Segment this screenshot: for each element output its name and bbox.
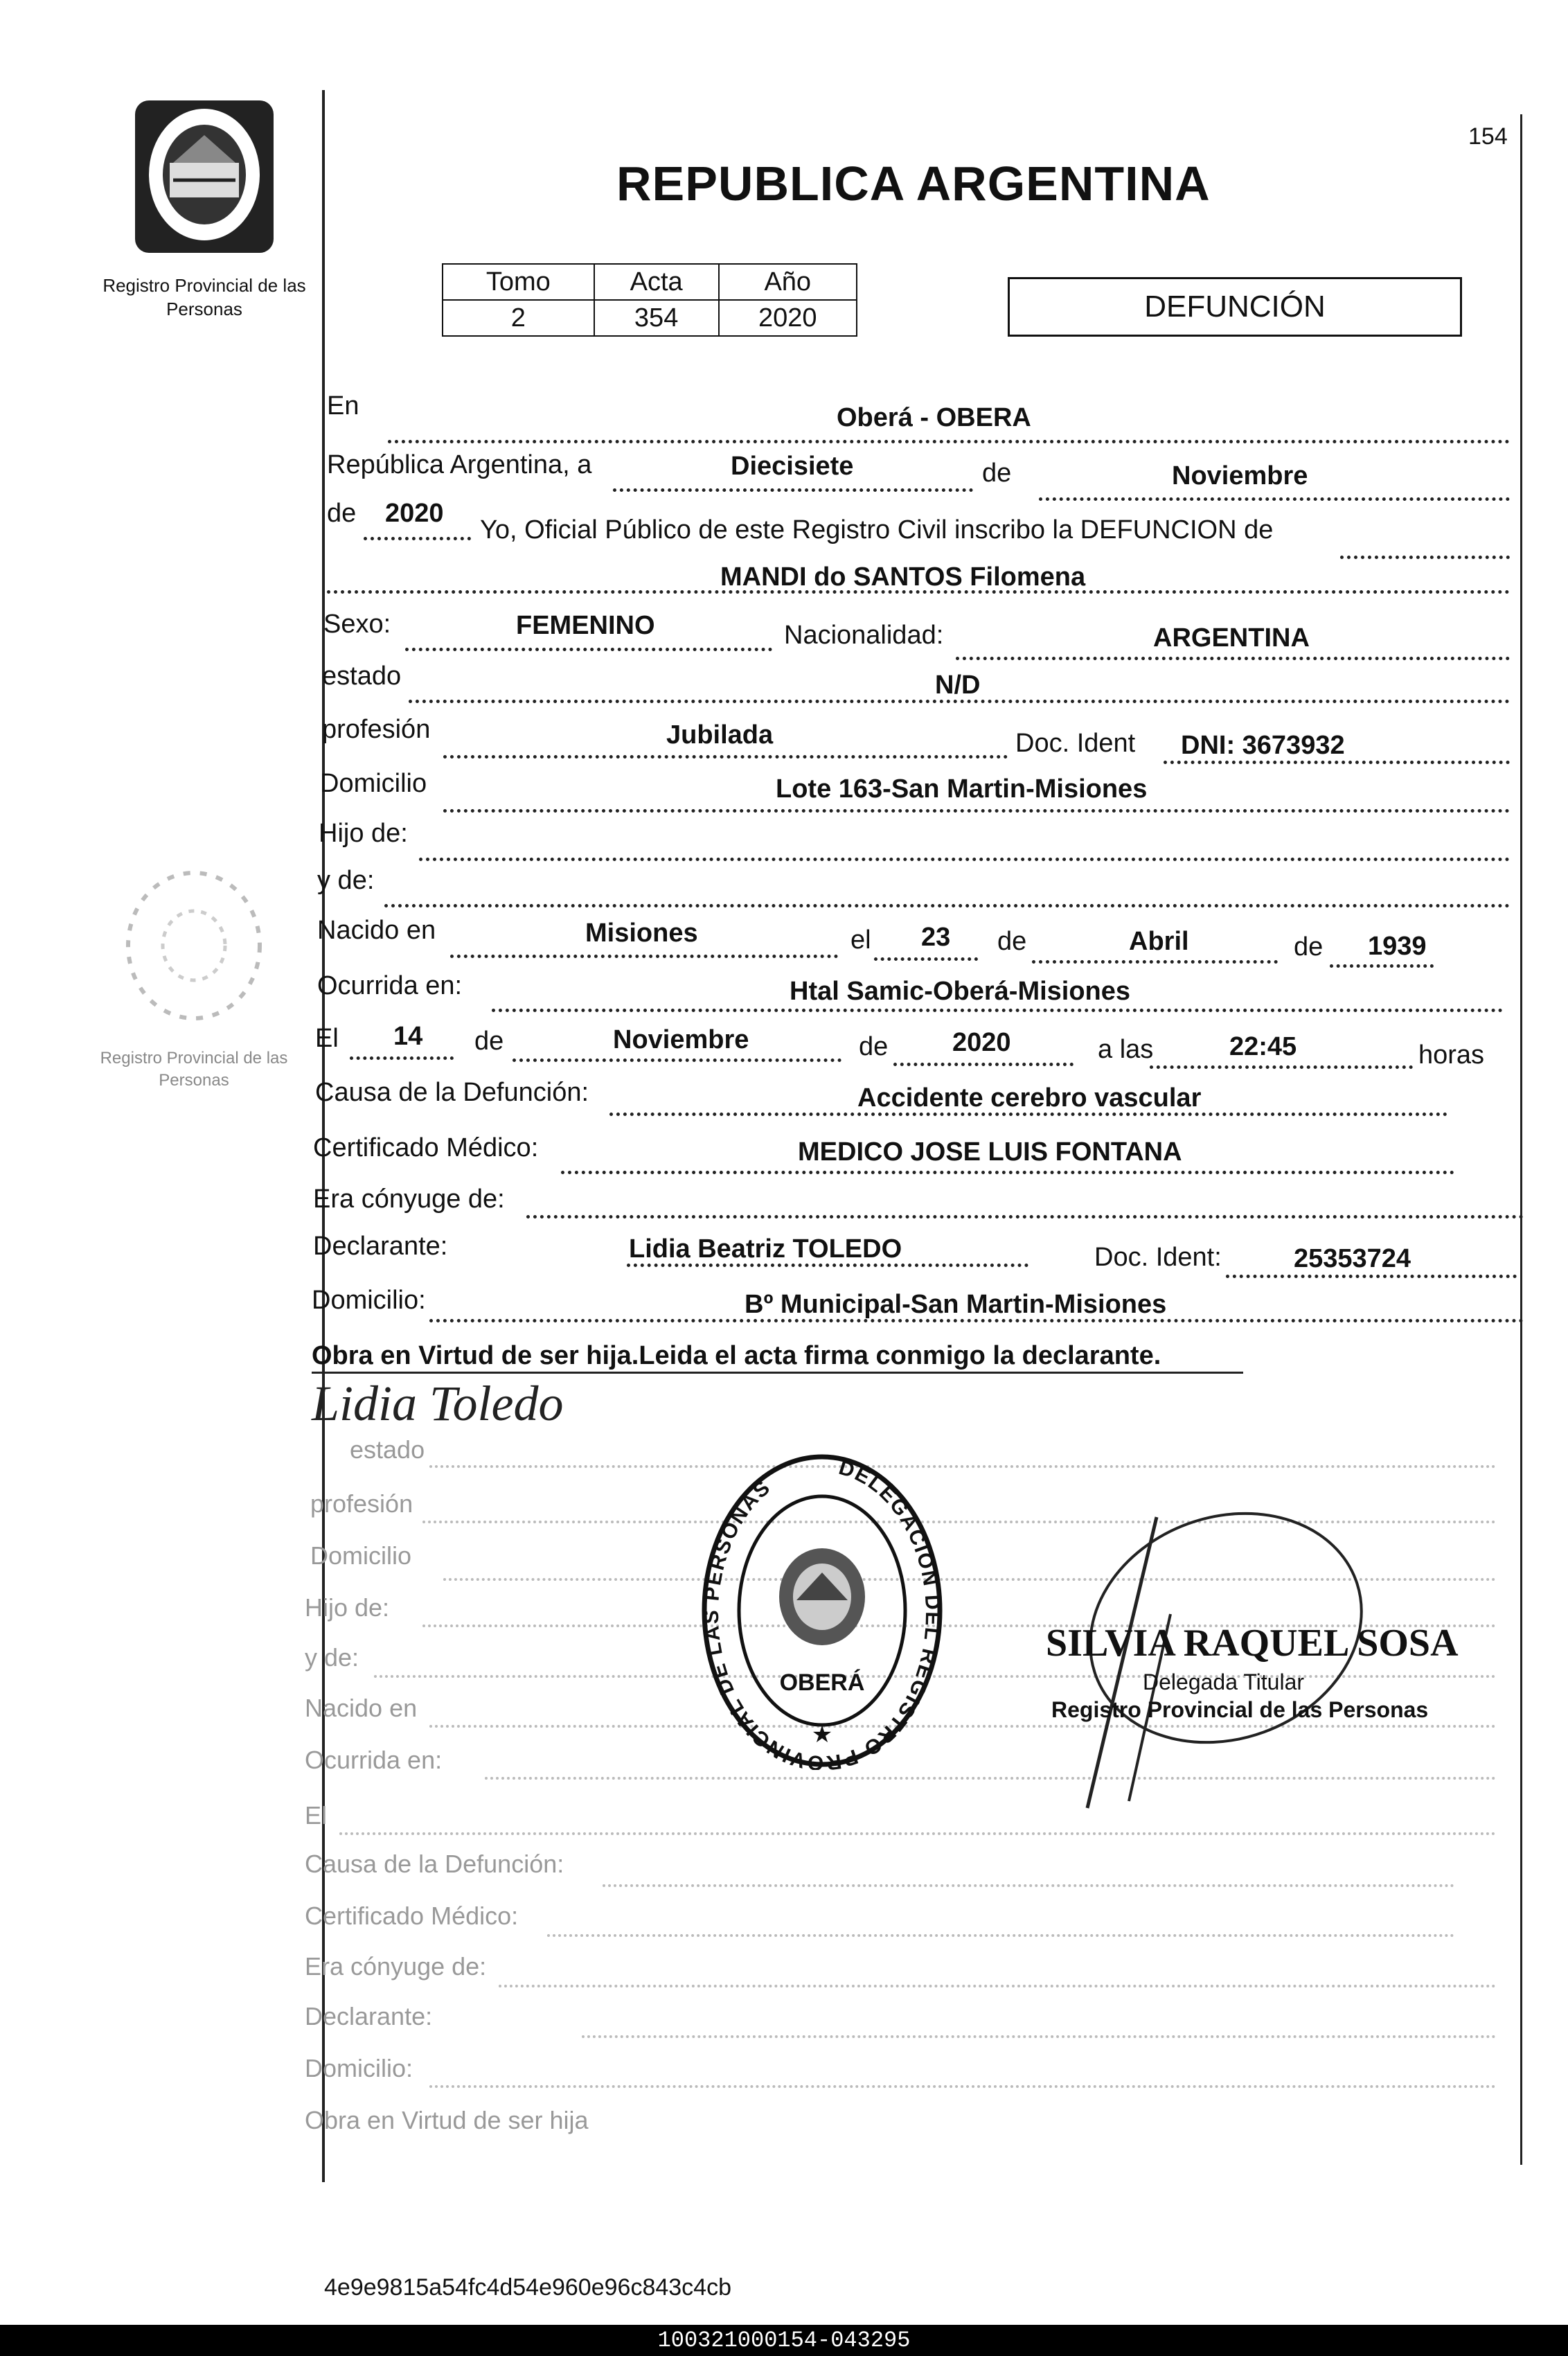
year-line <box>364 537 471 540</box>
official-name: SILVIA RAQUEL SOSA <box>1046 1622 1459 1665</box>
certificado-line <box>561 1171 1454 1174</box>
birth-month-value: Abril <box>1129 927 1189 956</box>
birth-month-line <box>1032 960 1278 964</box>
document-type: DEFUNCIÓN <box>1008 277 1462 337</box>
doc-ident-label: Doc. Ident <box>1015 729 1136 758</box>
bleed-dots-10 <box>499 1985 1496 1987</box>
closing-underline <box>312 1372 1243 1374</box>
bleed-dots-8 <box>603 1884 1454 1887</box>
acta-value: 354 <box>594 300 719 336</box>
bleed-dots-0 <box>429 1465 1496 1468</box>
bleed-dots-11 <box>582 2035 1496 2038</box>
estado-label: estado <box>322 662 402 691</box>
sexo-label: Sexo: <box>323 610 391 639</box>
hijo-de-label: Hijo de: <box>319 819 408 848</box>
conyuge-label: Era cónyuge de: <box>313 1185 505 1214</box>
death-day-value: 14 <box>393 1022 423 1051</box>
domicilio-line <box>443 809 1510 813</box>
y-de-label: y de: <box>317 866 375 895</box>
dni-value: DNI: 3673932 <box>1181 731 1345 760</box>
official-registry: Registro Provincial de las Personas <box>1051 1697 1429 1722</box>
bleed-line-6: Ocurrida en: <box>305 1746 443 1774</box>
right-margin-line <box>1520 114 1522 2165</box>
hijo-de-line <box>419 858 1510 861</box>
acta-header: Acta <box>594 264 719 300</box>
profesion-label: profesión <box>322 715 431 744</box>
deceased-name-value: MANDI do SANTOS Filomena <box>720 563 1086 592</box>
domicilio2-label: Domicilio: <box>312 1286 426 1315</box>
de-label-3: de <box>997 927 1027 956</box>
bleed-line-11: Declarante: <box>305 2002 433 2030</box>
death-month-value: Noviembre <box>613 1025 749 1054</box>
official-title: Delegada Titular <box>1143 1669 1305 1694</box>
el2-label: El <box>315 1024 339 1053</box>
stamp-ring-text: DELEGACION DEL REGISTRO PROVINCIAL DE LAS PERSONAS <box>700 1455 945 1770</box>
domicilio-label: Domicilio <box>320 769 427 798</box>
nacido-label: Nacido en <box>317 916 436 945</box>
star-icon: ★ <box>811 1721 833 1748</box>
bleed-line-5: Nacido en <box>305 1694 418 1722</box>
record-table <box>442 263 857 337</box>
place-value: Oberá - OBERA <box>837 403 1031 432</box>
bleed-dots-9 <box>547 1934 1454 1937</box>
death-day-line <box>350 1056 454 1060</box>
doc-ident2-label: Doc. Ident: <box>1094 1243 1222 1272</box>
en-label: En <box>327 391 359 420</box>
declarante-dni-value: 25353724 <box>1294 1244 1411 1273</box>
bleed-line-4: y de: <box>305 1643 359 1672</box>
registry-logo <box>132 97 277 256</box>
bleed-line-7: El <box>305 1801 328 1830</box>
birth-year-line <box>1330 964 1434 968</box>
de-label-6: de <box>859 1032 889 1061</box>
page-title: REPUBLICA ARGENTINA <box>616 157 1211 211</box>
en-line <box>388 440 1510 443</box>
death-month-line <box>513 1059 841 1062</box>
nacionalidad-line <box>956 657 1510 660</box>
provincial-seal-icon <box>132 97 277 256</box>
month-value: Noviembre <box>1172 461 1308 490</box>
horas-label: horas <box>1418 1040 1485 1070</box>
registry-name: Registro Provincial de las Personas <box>103 275 306 319</box>
declarante-label: Declarante: <box>313 1232 448 1261</box>
de-label-4: de <box>1294 932 1324 962</box>
bleed-line-12: Domicilio: <box>305 2054 413 2082</box>
tomo-header: Tomo <box>443 264 594 300</box>
death-year-line <box>893 1063 1073 1066</box>
tomo-value: 2 <box>443 300 594 336</box>
bleed-line-1: profesión <box>310 1489 413 1518</box>
bleed-line-13: Obra en Virtud de ser hija <box>305 2106 589 2134</box>
republica-label: República Argentina, a <box>327 450 592 479</box>
y-de-line <box>384 904 1510 907</box>
bleed-line-9: Certificado Médico: <box>305 1902 519 1930</box>
bleed-line-3: Hijo de: <box>305 1593 390 1622</box>
de-label-1: de <box>982 459 1012 488</box>
certificado-label: Certificado Médico: <box>313 1133 539 1162</box>
declarante-value: Lidia Beatriz TOLEDO <box>629 1234 902 1264</box>
profesion-value: Jubilada <box>666 720 774 750</box>
death-year-value: 2020 <box>952 1028 1011 1057</box>
page-number: 154 <box>1468 123 1508 150</box>
stamp-city: OBERÁ <box>779 1669 865 1696</box>
dni-line <box>1164 761 1510 764</box>
birth-year-value: 1939 <box>1368 932 1427 961</box>
estado-value: N/D <box>935 671 981 700</box>
declarant-signature: Lidia Toledo <box>312 1376 564 1431</box>
registry-stamp <box>700 1451 945 1770</box>
declarante-dni-line <box>1226 1275 1517 1278</box>
time-line <box>1150 1065 1413 1069</box>
el-label: el <box>850 925 871 955</box>
domicilio2-value: Bº Municipal-San Martin-Misiones <box>745 1290 1167 1319</box>
conyuge-line <box>526 1215 1524 1219</box>
day-line <box>613 488 973 492</box>
faint-seal-icon <box>118 866 270 1025</box>
bleed-line-8: Causa de la Defunción: <box>305 1850 564 1878</box>
sexo-value: FEMENINO <box>516 611 655 640</box>
birth-day-line <box>874 957 978 961</box>
birth-day-value: 23 <box>921 923 951 952</box>
bleed-line-10: Era cónyuge de: <box>305 1952 487 1981</box>
de-label-2: de <box>327 499 357 528</box>
ocurrida-label: Ocurrida en: <box>317 971 463 1000</box>
bleed-line-2: Domicilio <box>310 1541 412 1570</box>
document-hash: 4e9e9815a54fc4d54e960e96c843c4cb <box>324 2274 731 2301</box>
sexo-line <box>405 648 772 651</box>
month-line <box>1039 497 1510 501</box>
bleed-line-0: estado <box>350 1435 425 1464</box>
domicilio-value: Lote 163-San Martin-Misiones <box>776 774 1148 804</box>
nacido-line <box>450 955 838 958</box>
left-faint-stamp <box>118 866 270 1025</box>
oficial-line <box>1340 556 1510 559</box>
causa-label: Causa de la Defunción: <box>315 1078 589 1107</box>
nacido-en-value: Misiones <box>585 919 698 948</box>
nacionalidad-label: Nacionalidad: <box>784 621 944 650</box>
certificado-value: MEDICO JOSE LUIS FONTANA <box>798 1137 1182 1167</box>
year-value: 2020 <box>385 499 444 528</box>
death-time-value: 22:45 <box>1229 1032 1297 1061</box>
causa-value: Accidente cerebro vascular <box>857 1083 1202 1113</box>
a-las-label: a las <box>1098 1035 1154 1064</box>
day-words-value: Diecisiete <box>731 452 854 481</box>
ocurrida-en-value: Htal Samic-Oberá-Misiones <box>790 977 1131 1006</box>
de-label-5: de <box>474 1027 504 1056</box>
oficial-text: Yo, Oficial Público de este Registro Civil inscribo la DEFUNCION de <box>480 515 1274 544</box>
ocurrida-line <box>492 1009 1503 1012</box>
profesion-line <box>443 755 1008 759</box>
anio-value: 2020 <box>719 300 857 336</box>
left-faint-stamp-text: Registro Provincial de las Personas <box>100 1049 288 1090</box>
oval-stamp-icon <box>700 1451 945 1770</box>
anio-header: Año <box>719 264 857 300</box>
closing-text: Obra en Virtud de ser hija.Leida el acta firma conmigo la declarante. <box>312 1341 1161 1370</box>
bleed-dots-12 <box>429 2085 1496 2088</box>
barcode-bar: 100321000154-043295 <box>0 2325 1568 2356</box>
nacionalidad-value: ARGENTINA <box>1153 623 1310 653</box>
